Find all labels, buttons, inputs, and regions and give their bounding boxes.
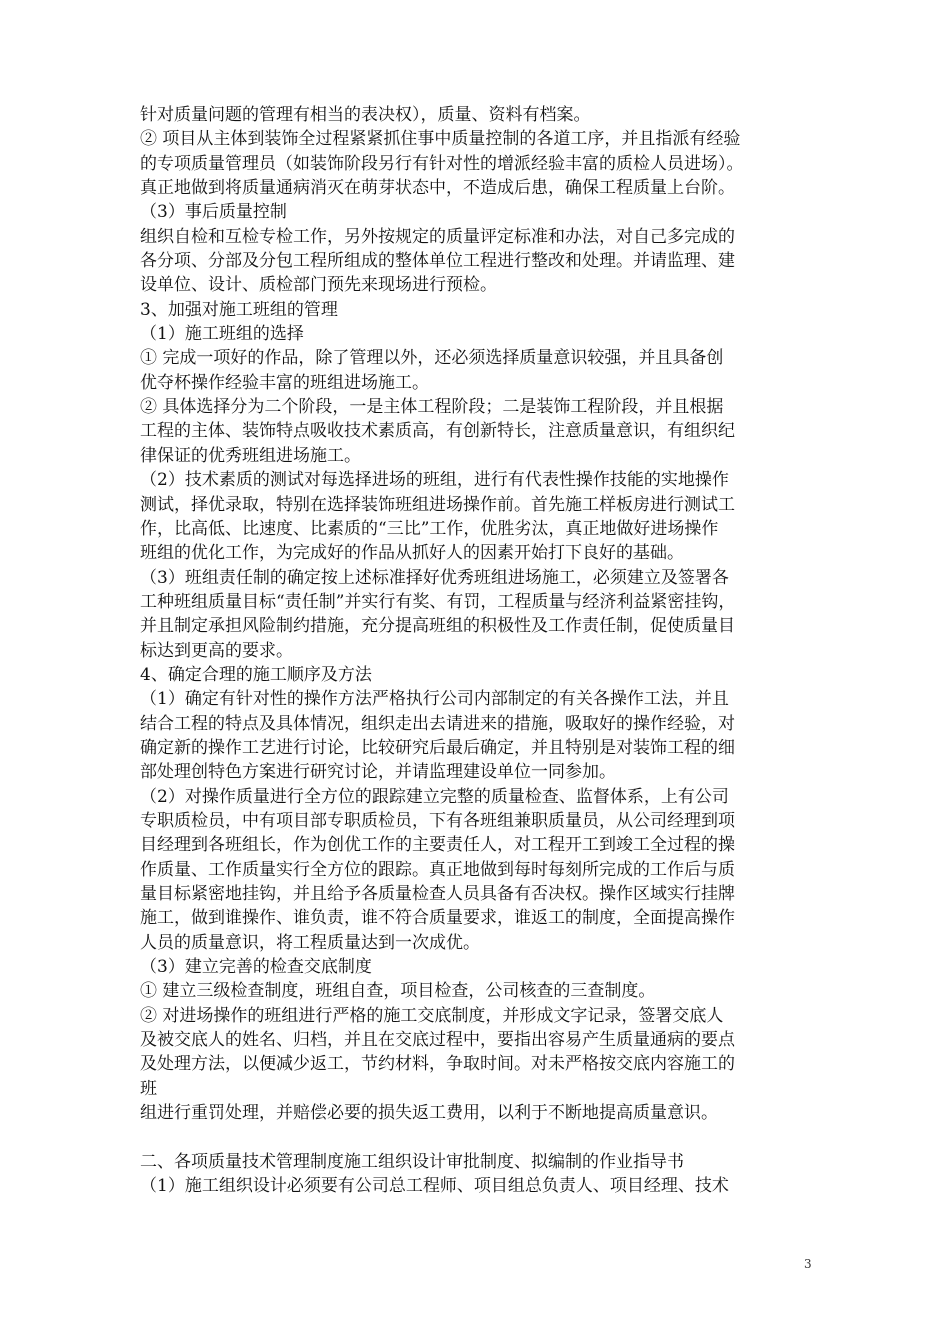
text-line: 工程的主体、装饰特点吸收技术素质高，有创新特长，注意质量意识，有组织纪 [140, 421, 735, 442]
text-line: 工种班组质量目标“责任制”并实行有奖、有罚，工程质量与经济利益紧密挂钩， [140, 591, 736, 612]
text-line: 目经理到各班组长，作为创优工作的主要责任人，对工程开工到竣工全过程的操 [140, 835, 735, 856]
text-line: 二、各项质量技术管理制度施工组织设计审批制度、拟编制的作业指导书 [140, 1151, 684, 1172]
blank-line [140, 1125, 820, 1149]
text-line: ① 完成一项好的作品，除了管理以外，还必须选择质量意识较强，并且具备创 [140, 348, 724, 369]
text-line: 优夺杯操作经验丰富的班组进场施工。 [140, 372, 429, 393]
text-line: （3）事后质量控制 [140, 202, 287, 223]
text-line: 作质量、工作质量实行全方位的跟踪。真正地做到每时每刻所完成的工作后与质 [140, 859, 735, 880]
text-line: 人员的质量意识，将工程质量达到一次成优。 [140, 932, 480, 953]
text-line: ② 项目从主体到装饰全过程紧紧抓住事中质量控制的各道工序，并且指派有经验 [140, 129, 741, 150]
text-line: 设单位、设计、质检部门预先来现场进行预检。 [140, 275, 497, 296]
text-line: 并且制定承担风险制约措施，充分提高班组的积极性及工作责任制，促使质量目 [140, 616, 735, 637]
text-line: （1）施工班组的选择 [140, 324, 304, 345]
text-line: 结合工程的特点及具体情况，组织走出去请进来的措施，吸取好的操作经验，对 [140, 713, 735, 734]
text-line: 组织自检和互检专检工作，另外按规定的质量评定标准和办法，对自己多完成的 [140, 226, 735, 247]
text-line: 组进行重罚处理，并赔偿必要的损失返工费用，以利于不断地提高质量意识。 [140, 1103, 718, 1124]
text-line: 真正地做到将质量通病消灭在萌芽状态中，不造成后患，确保工程质量上台阶。 [140, 178, 735, 199]
text-line: 的专项质量管理员（如装饰阶段另行有针对性的增派经验丰富的质检人员进场）。 [140, 153, 744, 174]
text-line: ② 对进场操作的班组进行严格的施工交底制度，并形成文字记录，签署交底人 [140, 1005, 724, 1026]
text-line: （1）施工组织设计必须要有公司总工程师、项目组总负责人、项目经理、技术 [140, 1176, 729, 1197]
text-line: ② 具体选择分为二个阶段，一是主体工程阶段；二是装饰工程阶段，并且根据 [140, 397, 724, 418]
text-line: 量目标紧密地挂钩，并且给予各质量检查人员具备有否决权。操作区域实行挂牌 [140, 884, 735, 904]
text-line: 针对质量问题的管理有相当的表决权），质量、资料有档案。 [140, 105, 591, 125]
text-line: 律保证的优秀班组进场施工。 [140, 445, 361, 466]
text-line: 3、加强对施工班组的管理 [140, 299, 338, 320]
text-line: （2）技术素质的测试对每选择进场的班组，进行有代表性操作技能的实地操作 [140, 470, 729, 491]
text-line: ① 建立三级检查制度，班组自查，项目检查，公司核查的三查制度。 [140, 981, 656, 1002]
text-line: 专职质检员，中有项目部专职质检员，下有各班组兼职质量员，从公司经理到项 [140, 810, 735, 831]
text-line: （2）对操作质量进行全方位的跟踪建立完整的质量检查、监督体系，上有公司 [140, 786, 729, 807]
text-line: 班 [140, 1078, 157, 1099]
text-line: （3）班组责任制的确定按上述标准择好优秀班组进场施工，必须建立及签署各 [140, 567, 729, 588]
text-line: 及处理方法，以便减少返工，节约材料，争取时间。对未严格按交底内容施工的 [140, 1054, 735, 1075]
text-line: 施工，做到谁操作、谁负责，谁不符合质量要求，谁返工的制度，全面提高操作 [140, 908, 735, 929]
text-line: 确定新的操作工艺进行讨论，比较研究后最后确定，并且特别是对装饰工程的细 [140, 737, 735, 758]
body-text [140, 103, 820, 1198]
text-line: （1）确定有针对性的操作方法严格执行公司内部制定的有关各操作工法，并且 [140, 689, 729, 710]
page-number: 3 [804, 1257, 812, 1271]
text-line: 各分项、分部及分包工程所组成的整体单位工程进行整改和处理。并请监理、建 [140, 251, 735, 272]
text-line: 班组的优化工作，为完成好的作品从抓好人的因素开始打下良好的基础。 [140, 543, 684, 564]
text-line: 及被交底人的姓名、归档，并且在交底过程中，要指出容易产生质量通病的要点 [140, 1030, 735, 1051]
text-line: （3）建立完善的检查交底制度 [140, 957, 372, 978]
text-line: 部处理创特色方案进行研究讨论，并请监理建设单位一同参加。 [140, 762, 616, 783]
text-line: 测试，择优录取，特别在选择装饰班组进场操作前。首先施工样板房进行测试工 [140, 494, 735, 515]
text-line: 标达到更高的要求。 [140, 640, 293, 661]
text-line: 作，比高低、比速度、比素质的“三比”工作，优胜劣汰，真正地做好进场操作 [140, 518, 719, 539]
text-line: 4、确定合理的施工顺序及方法 [140, 664, 372, 685]
